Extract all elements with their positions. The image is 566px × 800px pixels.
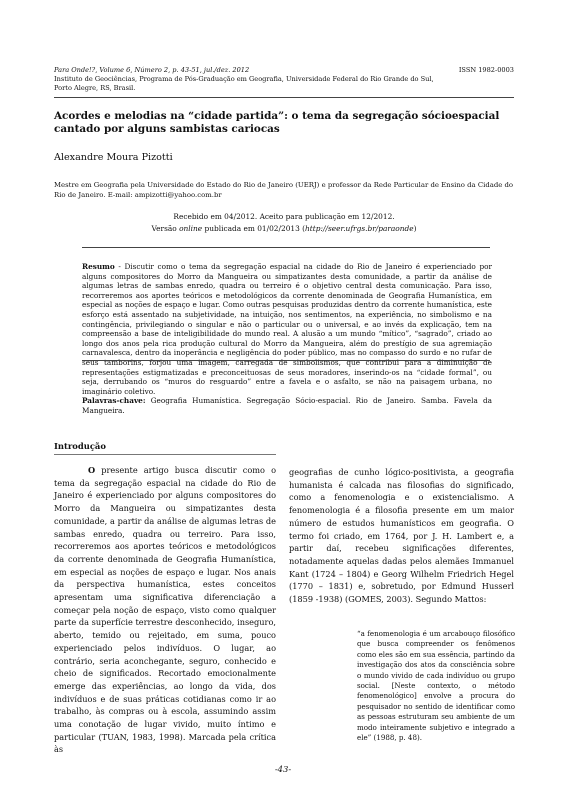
institution-line-2: Porto Alegre, RS, Brasil.: [54, 84, 136, 92]
left-paragraph: presente artigo busca discutir como o tema da segregação espacial na cidade do Rio de Janeiro é experienciado por alguns compositores do Morro da Mangueira ou simpatizantes desta comunidade, a partir da análise de algumas letras de sambas enredo, quadra ou terreiro. Para isso, recorreremos aos aportes teóricos e metodológicos da corrente denominada de Geografia Humanística, em especial as noções de espaço e lugar. Nos anais da perspectiva humanística, estes conceitos apresentam uma significativa diferenciação a começar pela noção de espaço, visto como qualquer parte da superfície terrestre desconhecido, inseguro, aberto, temido ou rejeitado, em suma, pouco experienciado pelos indivíduos. O lugar, ao contrário, seria aconchegante, seguro, conhecido e cheio de significados. Recortado emocionalmente emerge das experiências, ao longo da vida, dos indivíduos e de suas práticas cotidianas como ir ao trabalho, às compras ou à escola, assumindo assim uma conotação de lugar vivido, muito íntimo e particular (TUAN, 1983, 1998). Marcada pela crítica às: [54, 465, 276, 755]
author-affiliation: Mestre em Geografia pela Universidade do Estado do Rio de Janeiro (UERJ) e professor da Rede Particular de Ensino da Cidade do Rio de Janeiro. E-mail: ampizotti@yahoo.com.br: [54, 181, 514, 199]
running-header: [54, 66, 514, 93]
journal-url[interactable]: http://seer.ufrgs.br/paraonde: [305, 224, 414, 233]
published-prefix: Versão: [151, 224, 180, 233]
abstract: [82, 262, 492, 416]
article-title: Acordes e melodias na “cidade partida”: o tema da segregação sócioespacial cantado por alguns sambistas cariocas: [54, 110, 500, 135]
institution-line-1: Instituto de Geociências, Programa de Pós-Graduação em Geografia, Universidade Federal do Rio Grande do Sul,: [54, 75, 434, 83]
published-end: ): [413, 224, 417, 233]
issn: ISSN 1982-0003: [458, 66, 514, 74]
abstract-top-divider: [82, 247, 490, 248]
keywords: Geografia Humanística. Segregação Sócio-espacial. Rio de Janeiro. Samba. Favela da Mangueira.: [82, 396, 492, 415]
section-heading-divider: [54, 454, 276, 455]
header-divider: [54, 97, 514, 98]
article-author: Alexandre Moura Pizotti: [54, 152, 173, 163]
page-number: -43-: [274, 764, 292, 774]
drop-lead: O: [88, 465, 96, 475]
block-quote: “a fenomenologia é um arcabouço filosófico que busca compreender os fenômenos como eles são em sua essência, partindo da investigação dos atos da consciência sobre o mundo vivido de cada indivíduo ou grupo social. [Neste contexto, o método fenomenológico] envolve a procura do pesquisador no sentido de identificar como as pessoas estruturam seu ambiente de um modo inteiramente subjetivo e integrado a ele” (1988, p. 48).: [357, 629, 515, 743]
online-word: online: [179, 224, 203, 233]
abstract-label: Resumo: [82, 262, 115, 271]
journal-citation: Para Onde!?, Volume 6, Número 2, p. 43-51, jul./dez. 2012: [54, 66, 250, 74]
abstract-bottom-divider: [82, 360, 490, 361]
left-column-text: [54, 464, 276, 756]
right-paragraph: geografias de cunho lógico-positivista, a geografia humanista é calcada nas filosofias do significado, como a fenomenologia e o existencialismo. A fenomenologia é a filosofia presente em um maior número de estudos humanísticos em geografia. O termo foi criado, em 1764, por J. H. Lambert e, a partir daí, recebeu significações diferentes, notadamente aquelas dadas pelos alemães Immanuel Kant (1724 – 1804) e Georg Wilhelm Friedrich Hegel (1770 – 1831) e, sobretudo, por Edmund Husserl (1859 -1938) (GOMES, 2003). Segundo Mattos:: [289, 467, 514, 605]
section-heading-introduction: Introdução: [54, 441, 106, 451]
received-accepted: Recebido em 04/2012. Aceito para publicação em 12/2012.: [173, 212, 395, 221]
published-online: [54, 223, 514, 235]
keywords-label: Palavras-chave:: [82, 396, 146, 406]
published-suffix: publicada em 01/02/2013 (: [202, 224, 306, 233]
publication-dates: [54, 211, 514, 235]
abstract-text: - Discutir como o tema da segregação espacial na cidade do Rio de Janeiro é experienciado por alguns compositores do Morro da Mangueira ou simpatizantes desta comunidade, a partir da análise de algumas letras de sambas enredo, quadra ou terreiro é o objetivo central desta comunicação. Para isso, recorreremos aos aportes teóricos e metodológicos da corrente denominada de Geografia Humanística, em especial as noções de espaço e lugar. Como outras pesquisas produzidas dentro da corrente humanística, este esforço está assentado na subjetividade, na intuição, nos sentimentos, na experiência, no simbolismo e na contingência, privilegiando o singular e não o particular ou o universal, e ao invés da explicação, tem na compreensão a base de inteligibilidade do mundo real. A alusão a um mundo “mítico”, “sagrado”, criado ao longo dos anos pela rica produção cultural do Morro da Mangueira, além do prestígio de sua agremiação carnavalesca, dentro da inoperância e negligência do poder público, mas no compasso do surdo e no rufar de seus tamborins, forjou uma imagem, carregada de simbolismos, que contribui para a diminuição de representações estigmatizadas e preconceituosas de seus moradores, inserindo-os na “cidade formal”, ou seja, derrubando os “muros do resguardo” entre a favela e o asfalto, se não na paisagem urbana, no imaginário coletivo.: [82, 262, 492, 396]
right-column-text: [289, 466, 514, 606]
